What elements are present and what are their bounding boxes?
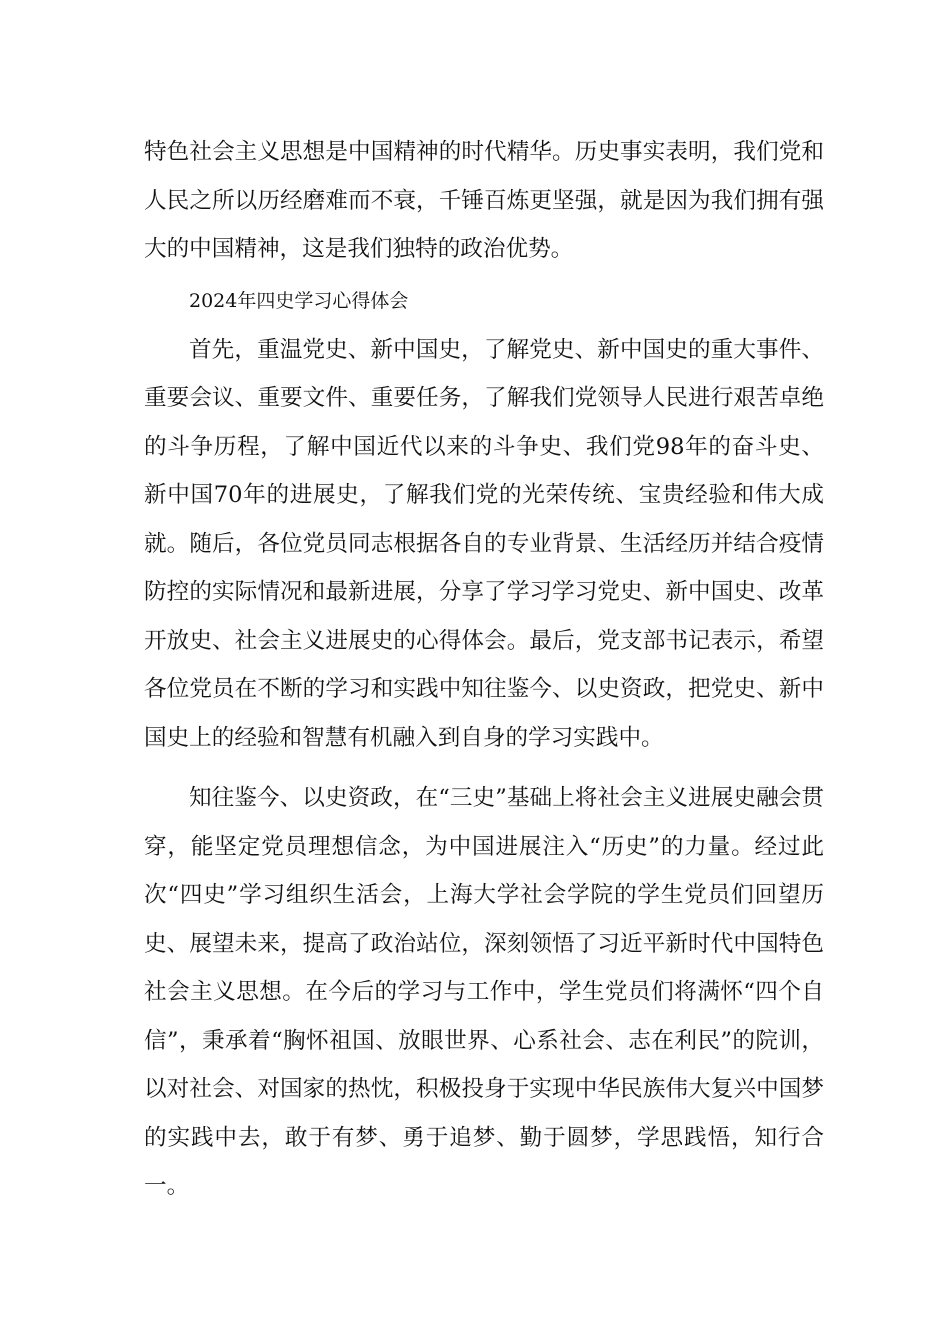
document-body xyxy=(144,128,824,1211)
paragraph-conclusion: 知往鉴今、以史资政，在“三史”基础上将社会主义进展史融会贯穿，能坚定党员理想信念，为中国进展注入“历史”的力量。经过此次“四史”学习组织生活会，上海大学社会学院的学生党员们回望历史、展望未来，提高了政治站位，深刻领悟了习近平新时代中国特色社会主义思想。在今后的学习与工作中，学生党员们将满怀“四个自信”，秉承着“胸怀祖国、放眼世界、心系社会、志在利民”的院训，以对社会、对国家的热忱，积极投身于实现中华民族伟大复兴中国梦的实践中去，敢于有梦、勇于追梦、勤于圆梦，学思践悟，知行合一。 xyxy=(144,785,824,1199)
paragraph-first-study: 首先，重温党史、新中国史，了解党史、新中国史的重大事件、重要会议、重要文件、重要任务，了解我们党领导人民进行艰苦卓绝的斗争历程，了解中国近代以来的斗争史、我们党98年的奋斗史、新中国70年的进展史，了解我们党的光荣传统、宝贵经验和伟大成就。随后，各位党员同志根据各自的专业背景、生活经历并结合疫情防控的实际情况和最新进展，分享了学习学习党史、新中国史、改革开放史、社会主义进展史的心得体会。最后，党支部书记表示，希望各位党员在不断的学习和实践中知往鉴今、以史资政，把党史、新中国史上的经验和智慧有机融入到自身的学习实践中。 xyxy=(144,336,824,751)
section-title: 2024年四史学习心得体会 xyxy=(189,289,409,312)
paragraph-continuation: 特色社会主义思想是中国精神的时代精华。历史事实表明，我们党和人民之所以历经磨难而不衰，千锤百炼更坚强，就是因为我们拥有强大的中国精神，这是我们独特的政治优势。 xyxy=(144,139,824,262)
